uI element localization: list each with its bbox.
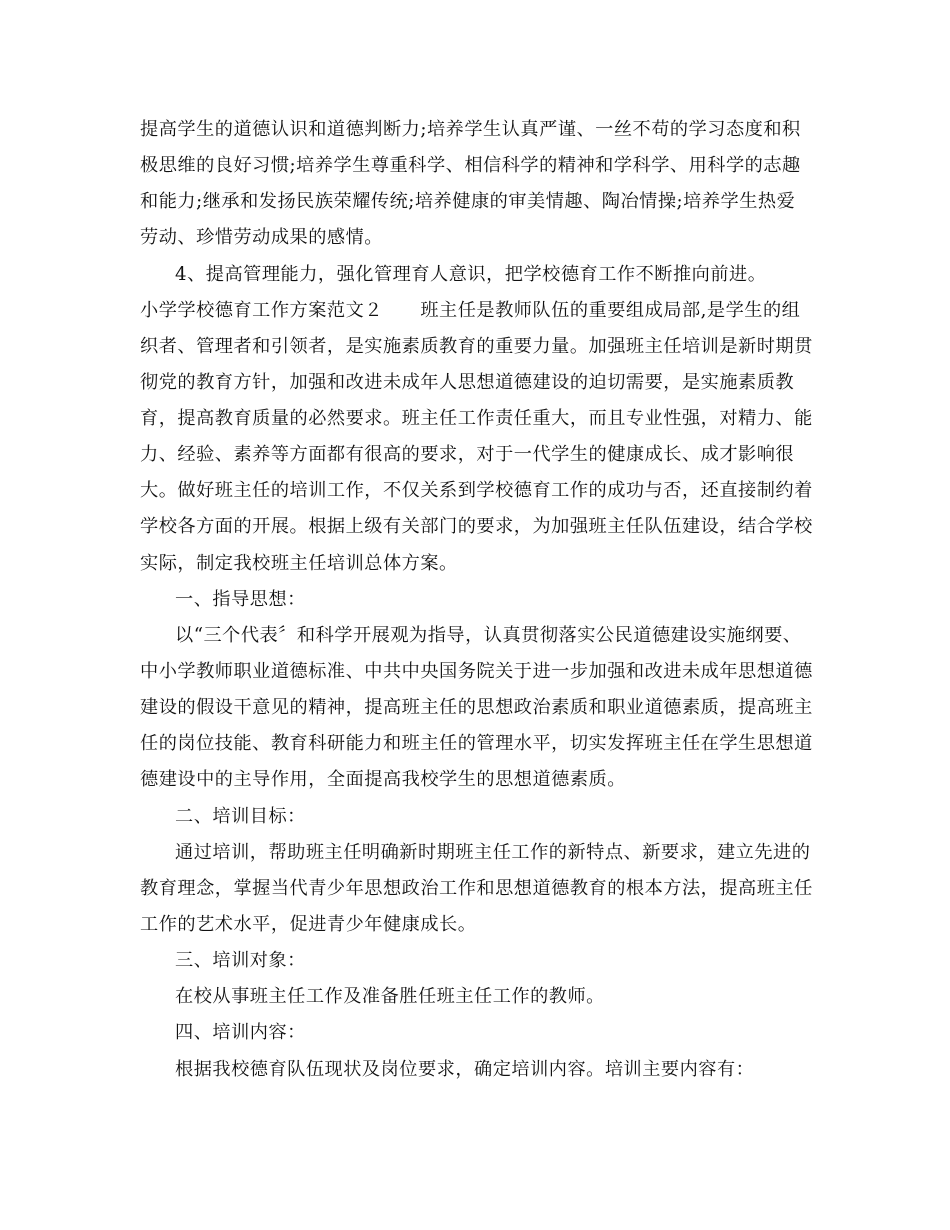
text-line: 大。做好班主任的培训工作，不仅关系到学校德育工作的成功与否，还直接制约着 <box>140 480 813 501</box>
text-line: 建设的假设干意见的精神，提高班主任的思想政治素质和职业道德素质，提高班主 <box>140 697 813 718</box>
text-line: 以“三个代表〞和科学开展观为指导，认真贯彻落实公民道德建设实施纲要、 <box>175 625 802 646</box>
text-line: 教育理念，掌握当代青少年思想政治工作和思想道德教育的根本方法，提高班主任 <box>140 878 813 899</box>
text-line: 育，提高教育质量的必然要求。班主任工作责任重大，而且专业性强，对精力、能 <box>140 408 813 429</box>
text-line: 4、提高管理能力，强化管理育人意识，把学校德育工作不断推向前进。 <box>175 264 767 285</box>
section-heading: 四、培训内容： <box>175 1022 306 1043</box>
section-heading: 一、指导思想： <box>175 589 306 610</box>
text-line: 织者、管理者和引领者，是实施素质教育的重要力量。加强班主任培训是新时期贯 <box>140 336 813 357</box>
text-line: 力、经验、素养等方面都有很高的要求，对于一代学生的健康成长、成才影响很 <box>140 444 795 465</box>
text-line: 小学学校德育工作方案范文２ 班主任是教师队伍的重要组成局部,是学生的组 <box>140 300 801 321</box>
text-line: 通过培训，帮助班主任明确新时期班主任工作的新特点、新要求，建立先进的 <box>175 842 811 863</box>
text-line: 学校各方面的开展。根据上级有关部门的要求，为加强班主任队伍建设，结合学校 <box>140 516 813 537</box>
text-line: 极思维的良好习惯;培养学生尊重科学、相信科学的精神和学科学、用科学的志趣 <box>140 155 801 176</box>
text-line: 劳动、珍惜劳动成果的感情。 <box>140 227 383 248</box>
section-heading: 三、培训对象： <box>175 950 306 971</box>
text-line: 任的岗位技能、教育科研能力和班主任的管理水平，切实发挥班主任在学生思想道 <box>140 733 813 754</box>
text-line: 中小学教师职业道德标准、中共中央国务院关于进一步加强和改进未成年思想道德 <box>140 661 813 682</box>
text-line: 工作的艺术水平，促进青少年健康成长。 <box>140 914 477 935</box>
text-line: 提高学生的道德认识和道德判断力;培养学生认真严谨、一丝不苟的学习态度和积 <box>140 119 801 140</box>
text-line: 根据我校德育队伍现状及岗位要求，确定培训内容。培训主要内容有： <box>175 1059 755 1080</box>
text-line: 德建设中的主导作用，全面提高我校学生的思想道德素质。 <box>140 769 626 790</box>
text-line: 彻党的教育方针，加强和改进未成年人思想道德建设的迫切需要，是实施素质教 <box>140 372 795 393</box>
text-line: 和能力;继承和发扬民族荣耀传统;培养健康的审美情趣、陶冶情操;培养学生热爱 <box>140 191 796 212</box>
text-line: 在校从事班主任工作及准备胜任班主任工作的教师。 <box>175 986 605 1007</box>
section-heading: 二、培训目标： <box>175 806 306 827</box>
text-line: 实际，制定我校班主任培训总体方案。 <box>140 553 458 574</box>
